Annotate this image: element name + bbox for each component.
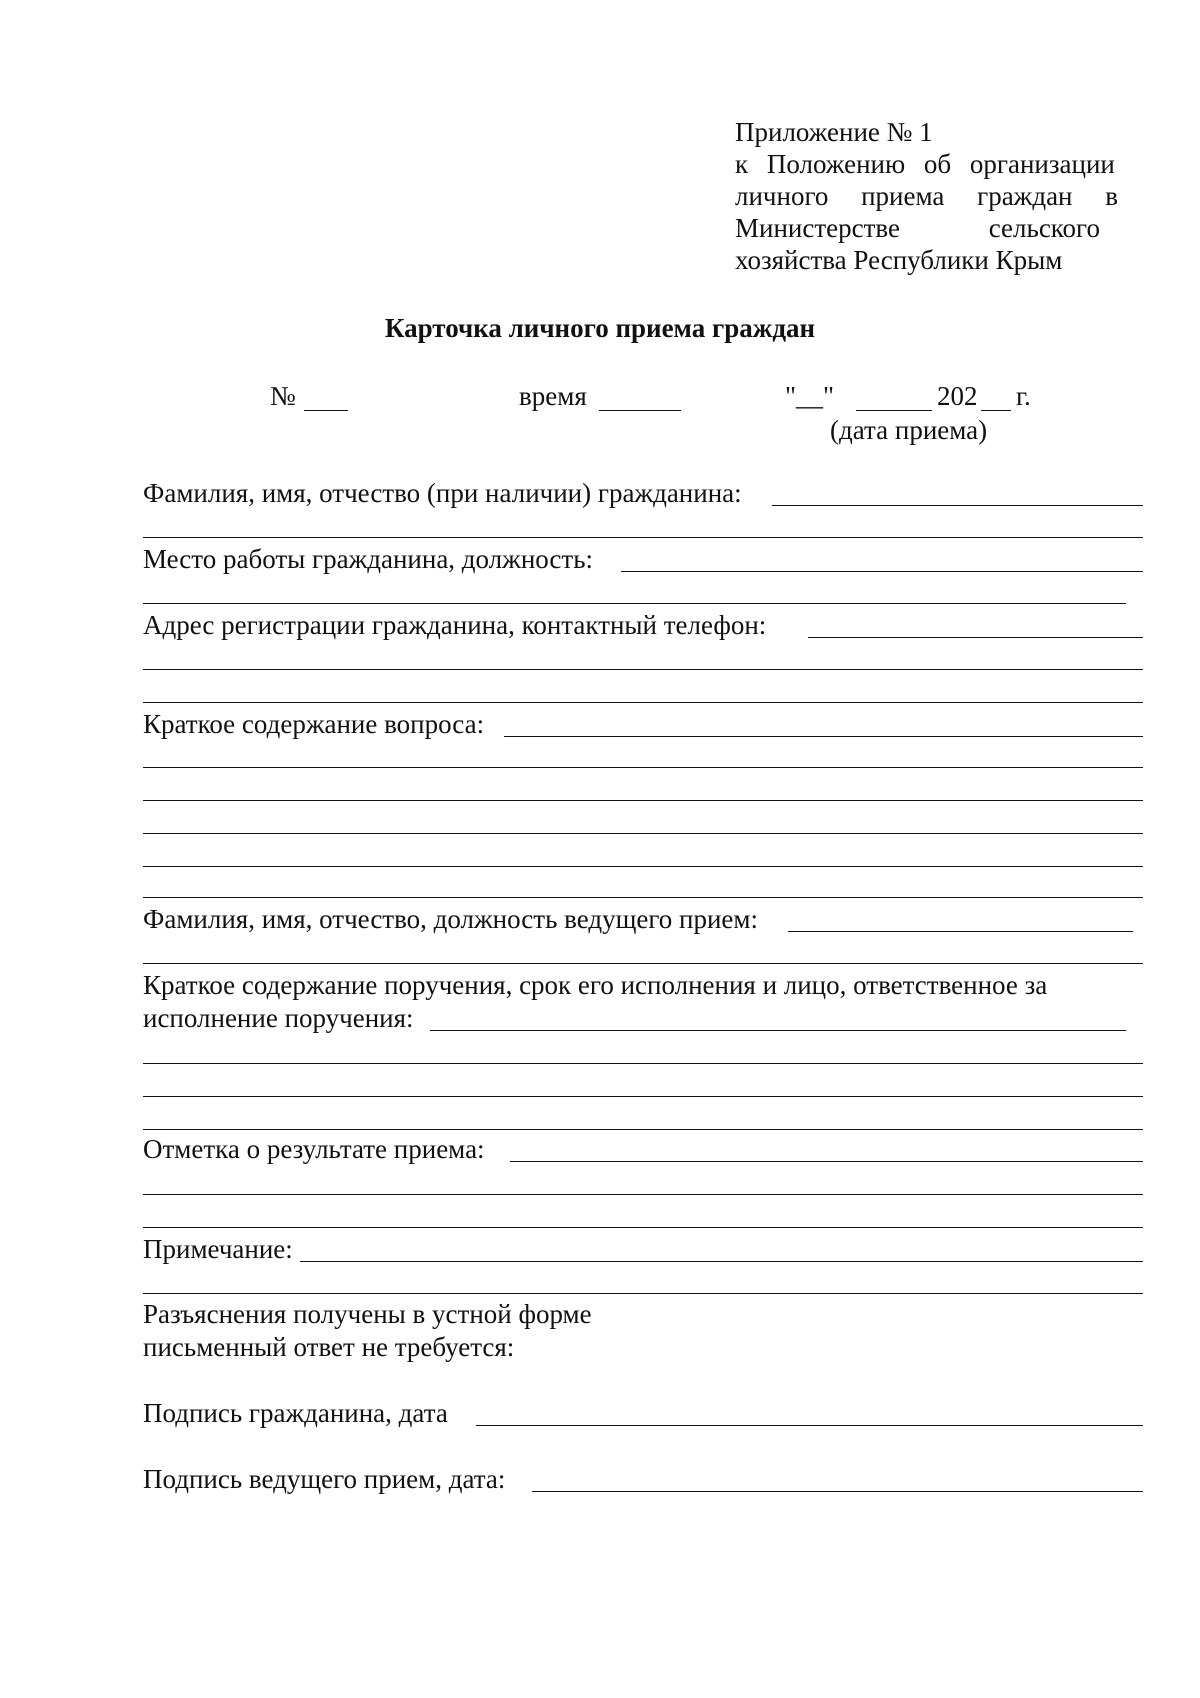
result-extra-line-1[interactable]: [143, 1194, 1143, 1195]
appendix-line-2-text: к Положению об организации: [735, 149, 1115, 179]
form-title: Карточка личного приема граждан: [384, 313, 816, 343]
question-extra-line-4[interactable]: [143, 866, 1143, 867]
note-extra-line[interactable]: [143, 1293, 1143, 1294]
appendix-line-3: личного приема граждан в: [735, 181, 1119, 211]
number-field[interactable]: [304, 410, 348, 411]
note-field[interactable]: [300, 1261, 1143, 1262]
workplace-field[interactable]: [621, 571, 1143, 572]
date-year-suffix: г.: [1016, 381, 1031, 411]
address-extra-line-2[interactable]: [143, 702, 1143, 703]
time-label: время: [519, 381, 587, 411]
official-signature-field[interactable]: [532, 1491, 1143, 1492]
date-year-field[interactable]: [981, 410, 1011, 411]
date-caption: (дата приема): [830, 415, 988, 445]
question-extra-line-5[interactable]: [143, 897, 1143, 898]
official-field[interactable]: [788, 931, 1133, 932]
question-extra-line-2[interactable]: [143, 800, 1143, 801]
oral-explanation-line-2: письменный ответ не требуется:: [143, 1332, 515, 1362]
appendix-line-1: Приложение № 1: [735, 117, 933, 147]
time-field[interactable]: [599, 410, 681, 411]
instruction-field[interactable]: [430, 1030, 1126, 1031]
date-year-prefix: 202: [937, 381, 978, 411]
instruction-label-line-1: Краткое содержание поручения, срок его исполнения и лицо, ответственное за: [143, 970, 1048, 1000]
address-label: Адрес регистрации гражданина, контактный телефон:: [143, 610, 767, 640]
workplace-label: Место работы гражданина, должность:: [143, 544, 594, 574]
appendix-line-4: Министерстве сельского: [735, 213, 1100, 243]
oral-explanation-line-1: Разъяснения получены в устной форме: [143, 1299, 592, 1329]
instruction-extra-line-1[interactable]: [143, 1063, 1143, 1064]
result-field[interactable]: [510, 1161, 1143, 1162]
official-signature-label: Подпись ведущего прием, дата:: [143, 1464, 506, 1494]
full-name-field[interactable]: [772, 505, 1143, 506]
date-month-field[interactable]: [856, 410, 932, 411]
number-label: №: [270, 381, 296, 411]
official-label: Фамилия, имя, отчество, должность ведущего прием:: [143, 904, 759, 934]
official-extra-line[interactable]: [143, 963, 1143, 964]
result-label: Отметка о результате приема:: [143, 1134, 485, 1164]
date-day-quotes: "__": [785, 381, 835, 411]
full-name-label: Фамилия, имя, отчество (при наличии) гражданина:: [143, 478, 742, 508]
address-field[interactable]: [808, 637, 1143, 638]
address-extra-line-1[interactable]: [143, 669, 1143, 670]
instruction-label-line-2: исполнение поручения:: [143, 1003, 414, 1033]
result-extra-line-2[interactable]: [143, 1227, 1143, 1228]
question-label: Краткое содержание вопроса:: [143, 709, 485, 739]
appendix-header: [735, 116, 1119, 276]
instruction-extra-line-3[interactable]: [143, 1129, 1143, 1130]
instruction-extra-line-2[interactable]: [143, 1096, 1143, 1097]
full-name-extra-line[interactable]: [143, 537, 1143, 538]
appendix-line-5: хозяйства Республики Крым: [735, 245, 1063, 275]
appendix-line-2: [735, 148, 1115, 180]
question-field[interactable]: [504, 736, 1143, 737]
citizen-signature-field[interactable]: [476, 1425, 1143, 1426]
citizen-signature-label: Подпись гражданина, дата: [143, 1398, 448, 1428]
question-extra-line-3[interactable]: [143, 833, 1143, 834]
question-extra-line-1[interactable]: [143, 767, 1143, 768]
note-label: Примечание:: [143, 1234, 293, 1264]
workplace-extra-line[interactable]: [143, 603, 1126, 604]
